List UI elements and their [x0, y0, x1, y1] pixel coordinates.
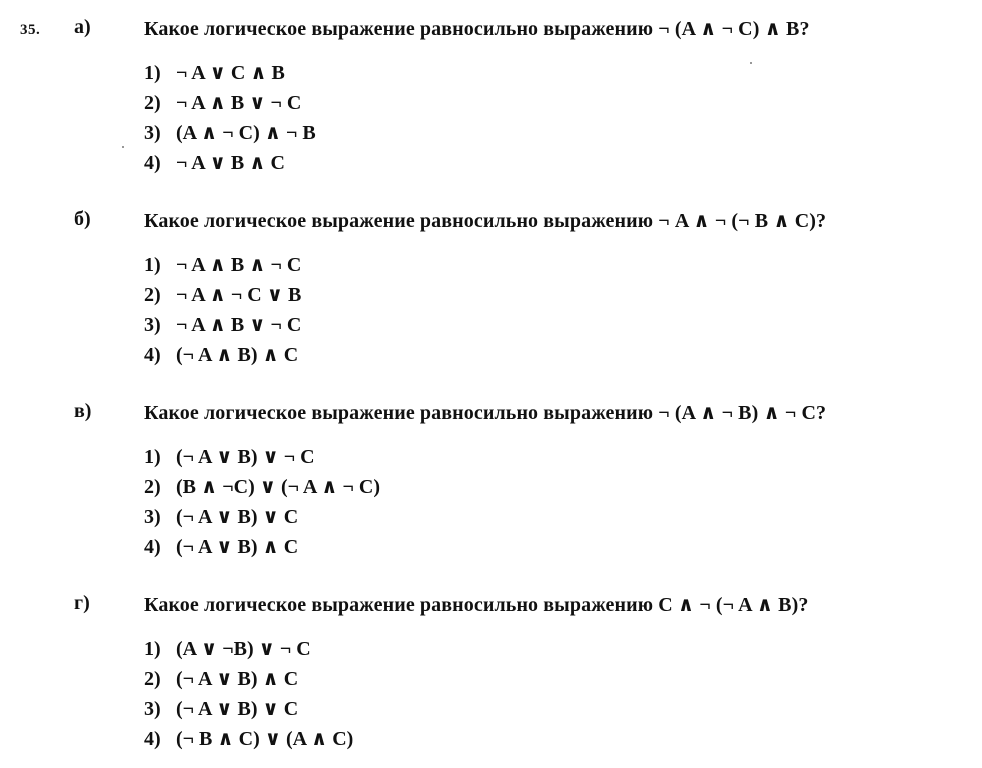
option-number: 1) [144, 446, 161, 468]
answer-option [144, 310, 301, 340]
question-letter: в) [74, 400, 92, 422]
option-number: 1) [144, 62, 161, 84]
answer-option [144, 118, 316, 148]
answer-option [144, 88, 316, 118]
option-expression: ¬ A ∧ B ∨ ¬ C [176, 92, 302, 114]
option-number: 3) [144, 314, 161, 336]
answer-option [144, 532, 380, 562]
problem-number: 35. [20, 22, 41, 38]
option-expression: (¬ A ∨ B) ∨ C [176, 698, 299, 720]
option-expression: (¬ A ∨ B) ∧ C [176, 668, 299, 690]
answer-options [144, 442, 380, 562]
answer-option [144, 634, 353, 664]
option-number: 3) [144, 506, 161, 528]
scan-speck [122, 146, 124, 148]
option-number: 3) [144, 122, 161, 144]
answer-option [144, 502, 380, 532]
answer-option [144, 472, 380, 502]
option-expression: (B ∧ ¬C) ∨ (¬ A ∧ ¬ C) [176, 476, 381, 498]
option-number: 3) [144, 698, 161, 720]
answer-option [144, 58, 316, 88]
question-letter: б) [74, 208, 91, 230]
answer-option [144, 694, 353, 724]
option-expression: (¬ A ∨ B) ∧ C [176, 536, 299, 558]
option-number: 2) [144, 284, 161, 306]
question-text: Какое логическое выражение равносильно выражению ¬ (A ∧ ¬ B) ∧ ¬ C? [144, 402, 827, 424]
option-number: 4) [144, 536, 161, 558]
option-expression: (¬ A ∨ B) ∨ C [176, 506, 299, 528]
option-expression: ¬ A ∧ B ∧ ¬ C [176, 254, 302, 276]
option-expression: (A ∨ ¬B) ∨ ¬ C [176, 638, 311, 660]
answer-option [144, 250, 301, 280]
answer-options [144, 634, 353, 754]
option-number: 2) [144, 668, 161, 690]
option-expression: ¬ A ∧ B ∨ ¬ C [176, 314, 302, 336]
option-number: 4) [144, 152, 161, 174]
answer-option [144, 664, 353, 694]
option-expression: (¬ B ∧ C) ∨ (A ∧ C) [176, 728, 354, 750]
question-text: Какое логическое выражение равносильно выражению ¬ (A ∧ ¬ C) ∧ B? [144, 18, 810, 40]
option-expression: ¬ A ∨ C ∧ B [176, 62, 285, 84]
option-expression: (A ∧ ¬ C) ∧ ¬ B [176, 122, 316, 144]
option-expression: (¬ A ∧ B) ∧ C [176, 344, 299, 366]
question-text: Какое логическое выражение равносильно выражению ¬ A ∧ ¬ (¬ B ∧ C)? [144, 210, 827, 232]
answer-option [144, 280, 301, 310]
option-expression: (¬ A ∨ B) ∨ ¬ C [176, 446, 315, 468]
answer-option [144, 340, 301, 370]
option-number: 4) [144, 728, 161, 750]
option-expression: ¬ A ∨ B ∧ C [176, 152, 285, 174]
question-letter: г) [74, 592, 90, 614]
option-number: 1) [144, 254, 161, 276]
answer-option [144, 442, 380, 472]
option-number: 2) [144, 92, 161, 114]
option-number: 4) [144, 344, 161, 366]
answer-option [144, 148, 316, 178]
option-expression: ¬ A ∧ ¬ C ∨ B [176, 284, 302, 306]
question-text: Какое логическое выражение равносильно выражению C ∧ ¬ (¬ A ∧ B)? [144, 594, 809, 616]
option-number: 1) [144, 638, 161, 660]
answer-options [144, 58, 316, 178]
answer-options [144, 250, 301, 370]
question-letter: а) [74, 16, 91, 38]
scan-speck [750, 62, 752, 64]
option-number: 2) [144, 476, 161, 498]
answer-option [144, 724, 353, 754]
